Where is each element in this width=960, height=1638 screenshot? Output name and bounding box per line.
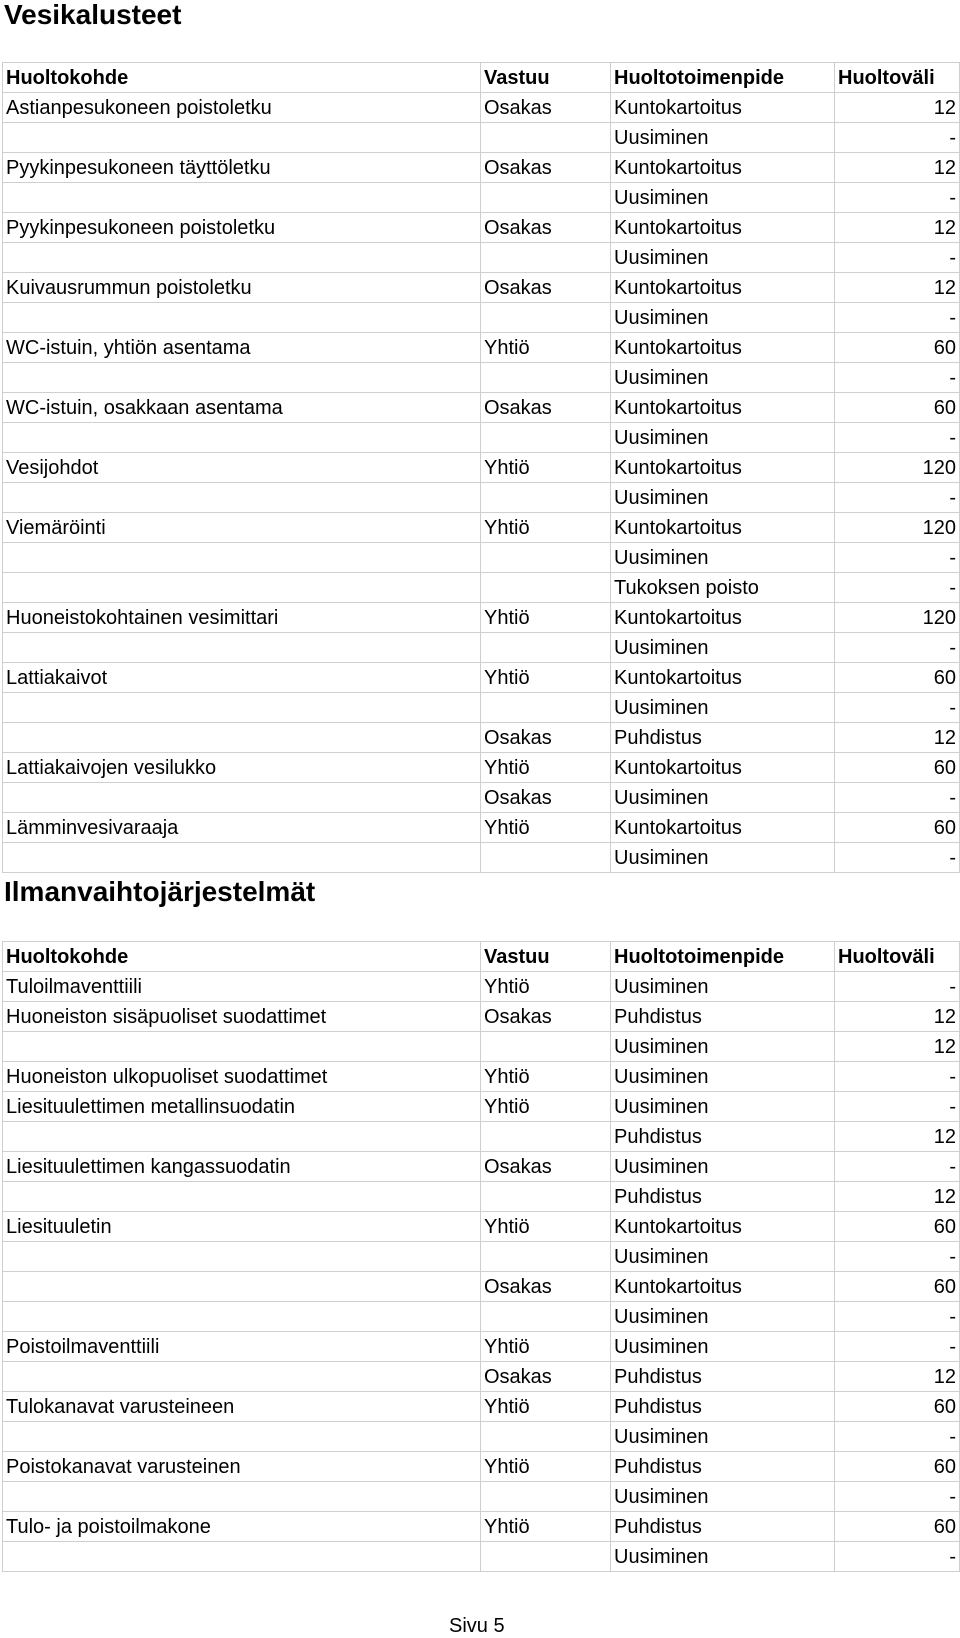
table-row (3, 972, 960, 1002)
table-row (3, 1092, 960, 1122)
table-row (3, 423, 960, 453)
cell-huoltovali: 12 (835, 1362, 960, 1392)
cell-huoltokohde: Pyykinpesukoneen täyttöletku (3, 153, 481, 183)
cell-huoltotoimenpide: Kuntokartoitus (611, 453, 835, 483)
cell-huoltokohde: Lattiakaivot (3, 663, 481, 693)
cell-vastuu (481, 243, 611, 273)
cell-huoltovali: 12 (835, 1032, 960, 1062)
cell-vastuu: Osakas (481, 1152, 611, 1182)
cell-huoltotoimenpide: Kuntokartoitus (611, 93, 835, 123)
cell-vastuu: Osakas (481, 1272, 611, 1302)
cell-huoltokohde (3, 1422, 481, 1452)
table-row (3, 783, 960, 813)
cell-huoltovali: 120 (835, 453, 960, 483)
cell-huoltotoimenpide: Kuntokartoitus (611, 1212, 835, 1242)
cell-huoltokohde (3, 1542, 481, 1572)
cell-vastuu (481, 843, 611, 873)
cell-huoltovali: 60 (835, 393, 960, 423)
cell-huoltovali: - (835, 1482, 960, 1512)
cell-huoltovali: - (835, 1422, 960, 1452)
cell-vastuu (481, 1542, 611, 1572)
table-row (3, 1062, 960, 1092)
cell-huoltovali: 120 (835, 603, 960, 633)
cell-huoltokohde (3, 483, 481, 513)
table-row (3, 393, 960, 423)
cell-huoltotoimenpide: Uusiminen (611, 363, 835, 393)
cell-vastuu: Yhtiö (481, 1212, 611, 1242)
table-row (3, 1452, 960, 1482)
table-row (3, 483, 960, 513)
cell-huoltotoimenpide: Uusiminen (611, 972, 835, 1002)
cell-huoltotoimenpide: Uusiminen (611, 1242, 835, 1272)
cell-huoltovali: - (835, 843, 960, 873)
cell-huoltotoimenpide: Uusiminen (611, 423, 835, 453)
table-row (3, 543, 960, 573)
cell-huoltotoimenpide: Puhdistus (611, 1362, 835, 1392)
table-row (3, 123, 960, 153)
cell-huoltokohde (3, 1032, 481, 1062)
table-row (3, 513, 960, 543)
cell-huoltotoimenpide: Uusiminen (611, 1422, 835, 1452)
column-header-huoltovali: Huoltoväli (835, 942, 960, 972)
table-row (3, 453, 960, 483)
table-row (3, 1272, 960, 1302)
cell-vastuu: Osakas (481, 93, 611, 123)
cell-huoltokohde (3, 723, 481, 753)
table-row (3, 693, 960, 723)
cell-huoltotoimenpide: Uusiminen (611, 543, 835, 573)
table-row (3, 213, 960, 243)
cell-huoltokohde: Astianpesukoneen poistoletku (3, 93, 481, 123)
table-row (3, 603, 960, 633)
cell-huoltotoimenpide: Puhdistus (611, 1512, 835, 1542)
cell-huoltovali: - (835, 483, 960, 513)
cell-huoltokohde (3, 183, 481, 213)
cell-huoltokohde (3, 573, 481, 603)
table-row (3, 723, 960, 753)
cell-huoltovali: 60 (835, 663, 960, 693)
table-row (3, 273, 960, 303)
cell-huoltotoimenpide: Kuntokartoitus (611, 603, 835, 633)
cell-huoltokohde (3, 1482, 481, 1512)
cell-huoltotoimenpide: Tukoksen poisto (611, 573, 835, 603)
cell-huoltovali: 12 (835, 273, 960, 303)
table-row (3, 183, 960, 213)
cell-huoltotoimenpide: Uusiminen (611, 243, 835, 273)
cell-vastuu: Yhtiö (481, 753, 611, 783)
maintenance-table-vesikalusteet (2, 62, 960, 873)
cell-huoltokohde: Tulo- ja poistoilmakone (3, 1512, 481, 1542)
cell-huoltotoimenpide: Uusiminen (611, 183, 835, 213)
cell-huoltotoimenpide: Uusiminen (611, 123, 835, 153)
cell-huoltotoimenpide: Puhdistus (611, 723, 835, 753)
cell-huoltovali: 60 (835, 1452, 960, 1482)
cell-huoltokohde (3, 1122, 481, 1152)
cell-huoltovali: - (835, 1302, 960, 1332)
cell-huoltotoimenpide: Uusiminen (611, 693, 835, 723)
cell-vastuu: Osakas (481, 1362, 611, 1392)
cell-huoltovali: 12 (835, 1122, 960, 1152)
cell-vastuu (481, 363, 611, 393)
section-title-ilmanvaihtojarjestelmat: Ilmanvaihtojärjestelmät (4, 876, 316, 907)
cell-huoltokohde: Liesituulettimen kangassuodatin (3, 1152, 481, 1182)
cell-huoltokohde (3, 633, 481, 663)
cell-vastuu (481, 1302, 611, 1332)
cell-huoltovali: - (835, 1242, 960, 1272)
cell-huoltokohde (3, 1242, 481, 1272)
cell-vastuu: Osakas (481, 273, 611, 303)
cell-vastuu: Yhtiö (481, 1062, 611, 1092)
table-row (3, 1242, 960, 1272)
cell-huoltokohde: Poistokanavat varusteinen (3, 1452, 481, 1482)
cell-huoltokohde: Lämminvesivaraaja (3, 813, 481, 843)
table-row (3, 1542, 960, 1572)
cell-vastuu: Yhtiö (481, 333, 611, 363)
cell-huoltokohde: Pyykinpesukoneen poistoletku (3, 213, 481, 243)
cell-huoltotoimenpide: Puhdistus (611, 1122, 835, 1152)
cell-huoltokohde (3, 543, 481, 573)
cell-vastuu (481, 183, 611, 213)
cell-vastuu (481, 1422, 611, 1452)
table-row (3, 1152, 960, 1182)
cell-huoltokohde: WC-istuin, osakkaan asentama (3, 393, 481, 423)
cell-huoltovali: 60 (835, 1272, 960, 1302)
table-row (3, 573, 960, 603)
cell-vastuu: Osakas (481, 213, 611, 243)
cell-huoltotoimenpide: Kuntokartoitus (611, 813, 835, 843)
table-row (3, 303, 960, 333)
cell-huoltotoimenpide: Kuntokartoitus (611, 213, 835, 243)
cell-huoltotoimenpide: Puhdistus (611, 1182, 835, 1212)
column-header-huoltovali: Huoltoväli (835, 63, 960, 93)
cell-huoltokohde (3, 1362, 481, 1392)
table-row (3, 1332, 960, 1362)
cell-huoltotoimenpide: Puhdistus (611, 1392, 835, 1422)
cell-huoltotoimenpide: Kuntokartoitus (611, 663, 835, 693)
cell-huoltovali: - (835, 1542, 960, 1572)
table-row (3, 153, 960, 183)
maintenance-table-ilmanvaihto (2, 941, 960, 1572)
cell-huoltovali: - (835, 972, 960, 1002)
cell-vastuu (481, 1482, 611, 1512)
cell-huoltotoimenpide: Kuntokartoitus (611, 1272, 835, 1302)
cell-huoltovali: - (835, 243, 960, 273)
cell-vastuu: Yhtiö (481, 513, 611, 543)
cell-huoltokohde: Viemäröinti (3, 513, 481, 543)
cell-vastuu: Yhtiö (481, 813, 611, 843)
table-row (3, 1302, 960, 1332)
cell-huoltovali: - (835, 123, 960, 153)
cell-vastuu (481, 543, 611, 573)
table-row (3, 1182, 960, 1212)
cell-huoltotoimenpide: Uusiminen (611, 483, 835, 513)
cell-huoltovali: - (835, 543, 960, 573)
cell-huoltokohde (3, 783, 481, 813)
table-row (3, 1362, 960, 1392)
cell-huoltokohde: WC-istuin, yhtiön asentama (3, 333, 481, 363)
cell-huoltokohde: Lattiakaivojen vesilukko (3, 753, 481, 783)
cell-huoltotoimenpide: Uusiminen (611, 633, 835, 663)
column-header-huoltotoimenpide: Huoltotoimenpide (611, 942, 835, 972)
cell-huoltotoimenpide: Puhdistus (611, 1452, 835, 1482)
column-header-vastuu: Vastuu (481, 942, 611, 972)
cell-huoltotoimenpide: Kuntokartoitus (611, 273, 835, 303)
cell-huoltotoimenpide: Uusiminen (611, 783, 835, 813)
cell-huoltokohde (3, 1272, 481, 1302)
cell-huoltokohde (3, 1302, 481, 1332)
table-row (3, 813, 960, 843)
cell-huoltotoimenpide: Kuntokartoitus (611, 393, 835, 423)
section-title-vesikalusteet: Vesikalusteet (4, 0, 182, 30)
cell-huoltokohde (3, 123, 481, 153)
cell-vastuu: Yhtiö (481, 603, 611, 633)
cell-vastuu: Yhtiö (481, 972, 611, 1002)
cell-vastuu: Yhtiö (481, 1332, 611, 1362)
cell-vastuu: Osakas (481, 393, 611, 423)
cell-vastuu (481, 303, 611, 333)
cell-huoltovali: 60 (835, 333, 960, 363)
cell-huoltokohde: Vesijohdot (3, 453, 481, 483)
table-row (3, 1422, 960, 1452)
cell-huoltovali: 60 (835, 753, 960, 783)
cell-vastuu: Yhtiö (481, 663, 611, 693)
table-row (3, 663, 960, 693)
cell-huoltokohde: Huoneistokohtainen vesimittari (3, 603, 481, 633)
table-row (3, 333, 960, 363)
cell-vastuu (481, 633, 611, 663)
cell-huoltokohde (3, 693, 481, 723)
cell-huoltovali: 12 (835, 213, 960, 243)
cell-vastuu (481, 573, 611, 603)
table-row (3, 843, 960, 873)
cell-huoltotoimenpide: Kuntokartoitus (611, 333, 835, 363)
cell-huoltovali: 120 (835, 513, 960, 543)
cell-huoltokohde (3, 303, 481, 333)
cell-huoltovali: 60 (835, 1392, 960, 1422)
cell-huoltokohde: Liesituuletin (3, 1212, 481, 1242)
column-header-huoltokohde: Huoltokohde (3, 63, 481, 93)
table-row (3, 1482, 960, 1512)
cell-huoltovali: 12 (835, 153, 960, 183)
cell-huoltotoimenpide: Kuntokartoitus (611, 753, 835, 783)
table-row (3, 1212, 960, 1242)
table-row (3, 1512, 960, 1542)
cell-huoltovali: 12 (835, 1002, 960, 1032)
cell-vastuu: Yhtiö (481, 1512, 611, 1542)
cell-huoltokohde (3, 1182, 481, 1212)
cell-vastuu: Yhtiö (481, 1452, 611, 1482)
cell-huoltotoimenpide: Kuntokartoitus (611, 153, 835, 183)
cell-huoltokohde: Huoneiston ulkopuoliset suodattimet (3, 1062, 481, 1092)
table-body (3, 972, 960, 1572)
table-row (3, 363, 960, 393)
cell-huoltotoimenpide: Uusiminen (611, 1332, 835, 1362)
cell-vastuu (481, 1242, 611, 1272)
cell-vastuu: Yhtiö (481, 1092, 611, 1122)
cell-huoltokohde (3, 843, 481, 873)
column-header-huoltotoimenpide: Huoltotoimenpide (611, 63, 835, 93)
cell-huoltotoimenpide: Uusiminen (611, 1542, 835, 1572)
cell-huoltotoimenpide: Kuntokartoitus (611, 513, 835, 543)
table-row (3, 1122, 960, 1152)
cell-huoltotoimenpide: Uusiminen (611, 1482, 835, 1512)
cell-huoltovali: - (835, 1152, 960, 1182)
cell-huoltovali: - (835, 363, 960, 393)
cell-vastuu: Yhtiö (481, 1392, 611, 1422)
cell-huoltovali: - (835, 183, 960, 213)
cell-vastuu (481, 423, 611, 453)
table-body (3, 93, 960, 873)
cell-vastuu (481, 1122, 611, 1152)
cell-vastuu (481, 1182, 611, 1212)
cell-huoltokohde (3, 423, 481, 453)
cell-huoltovali: - (835, 1062, 960, 1092)
cell-huoltovali: - (835, 1332, 960, 1362)
cell-huoltotoimenpide: Uusiminen (611, 1062, 835, 1092)
cell-huoltokohde: Kuivausrummun poistoletku (3, 273, 481, 303)
cell-huoltotoimenpide: Uusiminen (611, 1152, 835, 1182)
table-row (3, 93, 960, 123)
cell-huoltokohde: Huoneiston sisäpuoliset suodattimet (3, 1002, 481, 1032)
cell-huoltovali: - (835, 303, 960, 333)
cell-huoltotoimenpide: Uusiminen (611, 1302, 835, 1332)
cell-vastuu (481, 483, 611, 513)
table-row (3, 1392, 960, 1422)
cell-huoltovali: - (835, 783, 960, 813)
cell-huoltovali: - (835, 423, 960, 453)
cell-vastuu: Osakas (481, 1002, 611, 1032)
cell-vastuu: Osakas (481, 153, 611, 183)
cell-huoltovali: 60 (835, 813, 960, 843)
cell-huoltovali: - (835, 573, 960, 603)
cell-huoltotoimenpide: Uusiminen (611, 843, 835, 873)
cell-huoltovali: 60 (835, 1212, 960, 1242)
cell-huoltovali: - (835, 633, 960, 663)
page-number: Sivu 5 (449, 1615, 505, 1637)
cell-huoltotoimenpide: Uusiminen (611, 1092, 835, 1122)
cell-huoltokohde (3, 243, 481, 273)
table-row (3, 1032, 960, 1062)
cell-vastuu: Yhtiö (481, 453, 611, 483)
table-row (3, 633, 960, 663)
table-header-row (3, 63, 960, 93)
cell-huoltokohde: Tuloilmaventtiili (3, 972, 481, 1002)
cell-huoltokohde (3, 363, 481, 393)
cell-vastuu (481, 123, 611, 153)
table-row (3, 243, 960, 273)
cell-vastuu (481, 693, 611, 723)
cell-vastuu (481, 1032, 611, 1062)
cell-huoltovali: 12 (835, 93, 960, 123)
column-header-huoltokohde: Huoltokohde (3, 942, 481, 972)
cell-huoltokohde: Tulokanavat varusteineen (3, 1392, 481, 1422)
cell-huoltotoimenpide: Uusiminen (611, 303, 835, 333)
cell-huoltokohde: Liesituulettimen metallinsuodatin (3, 1092, 481, 1122)
cell-huoltokohde: Poistoilmaventtiili (3, 1332, 481, 1362)
cell-vastuu: Osakas (481, 783, 611, 813)
table-header-row (3, 942, 960, 972)
cell-huoltotoimenpide: Uusiminen (611, 1032, 835, 1062)
table-row (3, 1002, 960, 1032)
cell-huoltovali: 12 (835, 723, 960, 753)
cell-huoltovali: - (835, 1092, 960, 1122)
column-header-vastuu: Vastuu (481, 63, 611, 93)
table-row (3, 753, 960, 783)
cell-huoltovali: 60 (835, 1512, 960, 1542)
cell-huoltovali: 12 (835, 1182, 960, 1212)
cell-vastuu: Osakas (481, 723, 611, 753)
cell-huoltotoimenpide: Puhdistus (611, 1002, 835, 1032)
cell-huoltovali: - (835, 693, 960, 723)
